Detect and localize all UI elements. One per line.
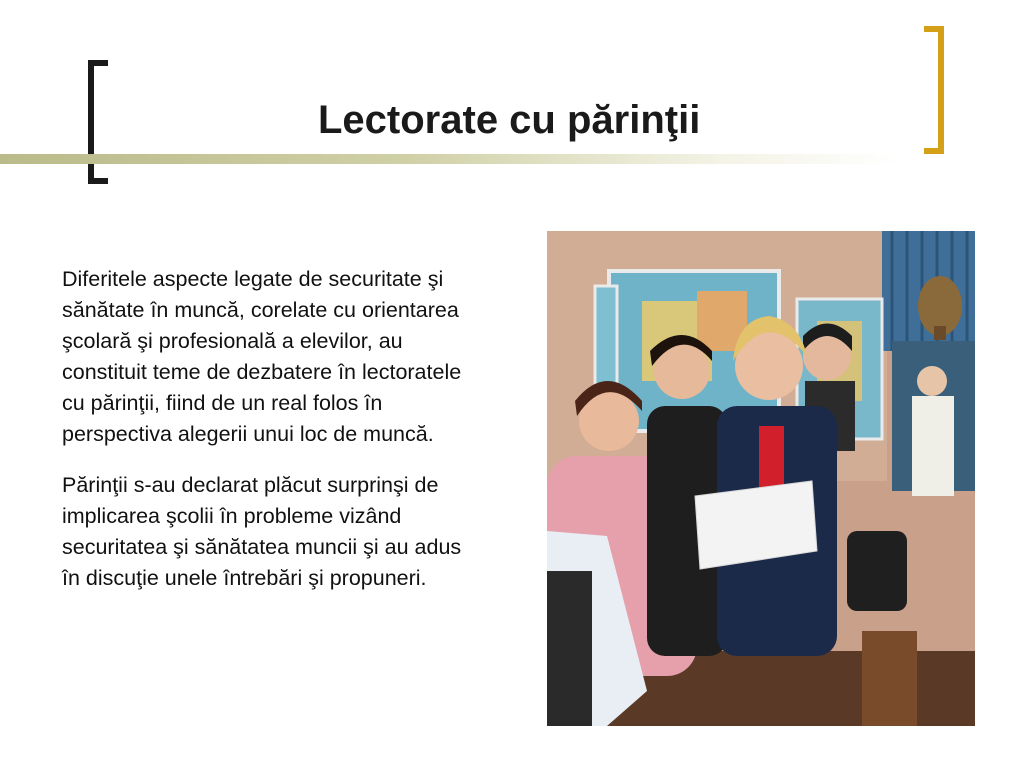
- left-bracket-decoration: [88, 60, 108, 184]
- right-bracket-decoration: [924, 26, 944, 154]
- body-paragraph-2: Părinţii s-au declarat plăcut surprinşi de implicarea şcolii în probleme vizând securitatea şi sănătatea muncii şi au adus în discuţie unele întrebări şi propuneri.: [62, 473, 462, 590]
- body-paragraph-1: Diferitele aspecte legate de securitate şi sănătate în muncă, corelate cu orientarea şcolară şi profesională a elevilor, au constituit teme de dezbatere în lectoratele cu părinţii, fiind de un real folos în perspectiva alegerii unui loc de muncă.: [62, 267, 462, 446]
- slide-body: [62, 264, 482, 614]
- slide-title: Lectorate cu părinţii: [318, 98, 701, 142]
- photo-illustration: [547, 231, 975, 726]
- title-underline-rule: [0, 154, 900, 164]
- slide-photo: [547, 231, 975, 726]
